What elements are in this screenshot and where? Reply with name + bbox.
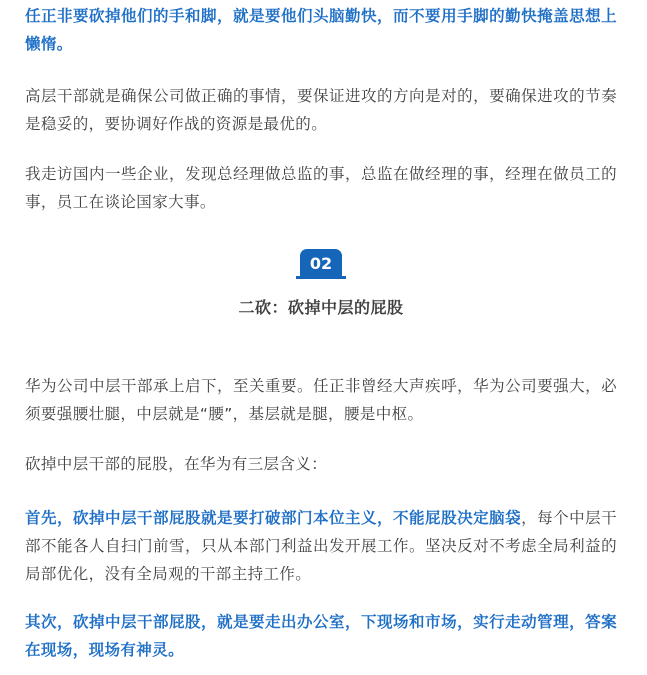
section-title: 二砍：砍掉中层的屁股 bbox=[238, 298, 404, 317]
paragraph-7: 其次，砍掉中层干部屁股，就是要走出办公室，下现场和市场，实行走动管理，答案在现场，现场有神灵。 bbox=[25, 613, 617, 659]
paragraph-6 bbox=[25, 504, 617, 588]
paragraph-4: 华为公司中层干部承上启下，至关重要。任正非曾经大声疾呼，华为公司要强大，必须要强腰壮腿，中层就是“腰”，基层就是腿，腰是中枢。 bbox=[25, 377, 617, 423]
section-header bbox=[25, 249, 617, 318]
paragraph-1: 任正非要砍掉他们的手和脚，就是要他们头脑勤快，而不要用手脚的勤快掩盖思想上懒惰。 bbox=[25, 7, 617, 53]
paragraph-2: 高层干部就是确保公司做正确的事情，要保证进攻的方向是对的，要确保进攻的节奏是稳妥的，要协调好作战的资源是最优的。 bbox=[25, 87, 617, 133]
paragraph-5: 砍掉中层干部的屁股，在华为有三层含义： bbox=[25, 455, 328, 473]
paragraph-6-rest: ，每个中层干部不能各人自扫门前雪，只从本部门利益出发开展工作。坚决反对不考虑全局利益的局部优化，没有全局观的干部主持工作。 bbox=[25, 509, 617, 583]
paragraph-6-emphasis: 首先，砍掉中层干部屁股就是要打破部门本位主义，不能屁股决定脑袋 bbox=[25, 509, 522, 527]
paragraph-3: 我走访国内一些企业，发现总经理做总监的事，总监在做经理的事，经理在做员工的事，员工在谈论国家大事。 bbox=[25, 165, 617, 211]
section-number-badge: 02 bbox=[300, 249, 342, 279]
